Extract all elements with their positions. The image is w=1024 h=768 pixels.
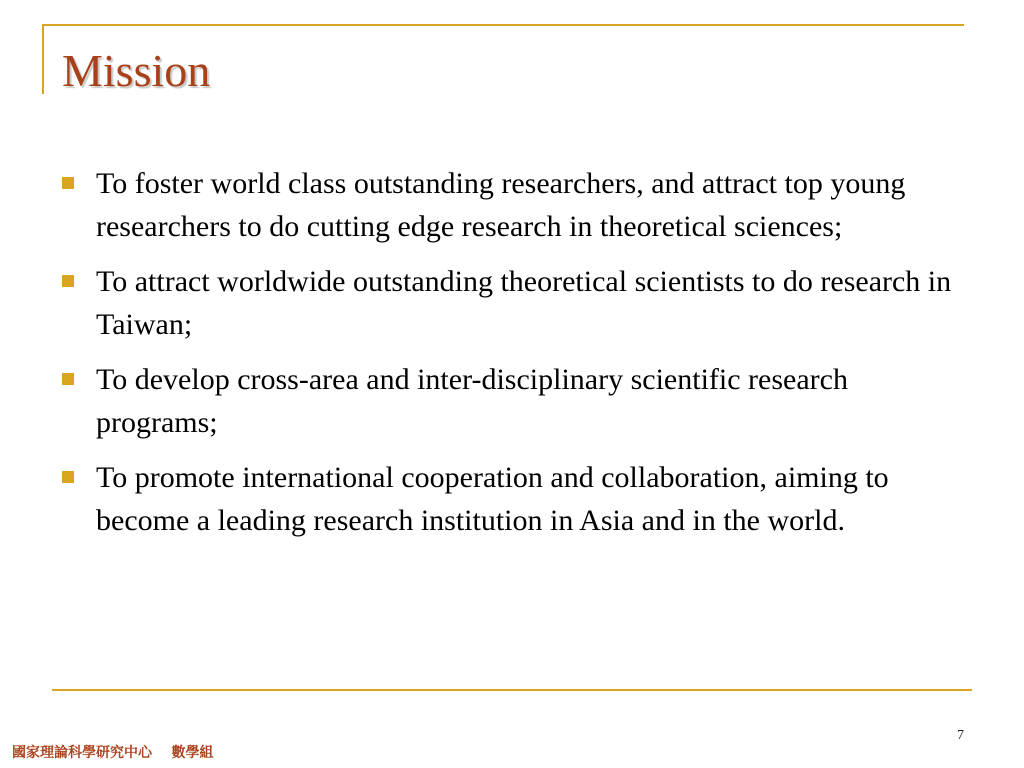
square-bullet-icon bbox=[62, 275, 74, 287]
bullet-text: To develop cross-area and inter-disciplinary scientific research programs; bbox=[96, 363, 848, 439]
footer-organization: 國家理論科學研究中心 數學組 bbox=[12, 745, 214, 761]
title-frame-left-rule bbox=[42, 24, 44, 94]
slide-title: Mission bbox=[62, 45, 211, 96]
bullet-item bbox=[60, 162, 960, 248]
square-bullet-icon bbox=[62, 471, 74, 483]
footer-rule bbox=[52, 689, 972, 691]
bullet-item bbox=[60, 456, 960, 542]
bullet-text: To foster world class outstanding researchers, and attract top young researchers to do cutting edge research in theoretical sciences; bbox=[96, 167, 906, 243]
square-bullet-icon bbox=[62, 177, 74, 189]
bullet-text: To attract worldwide outstanding theoretical scientists to do research in Taiwan; bbox=[96, 265, 952, 341]
bullet-list bbox=[60, 162, 960, 554]
square-bullet-icon bbox=[62, 373, 74, 385]
page-number: 7 bbox=[957, 728, 964, 743]
title-frame-top-rule bbox=[42, 24, 964, 26]
bullet-item bbox=[60, 260, 960, 346]
bullet-item bbox=[60, 358, 960, 444]
bullet-text: To promote international cooperation and collaboration, aiming to become a leading research institution in Asia and in the world. bbox=[96, 461, 889, 537]
